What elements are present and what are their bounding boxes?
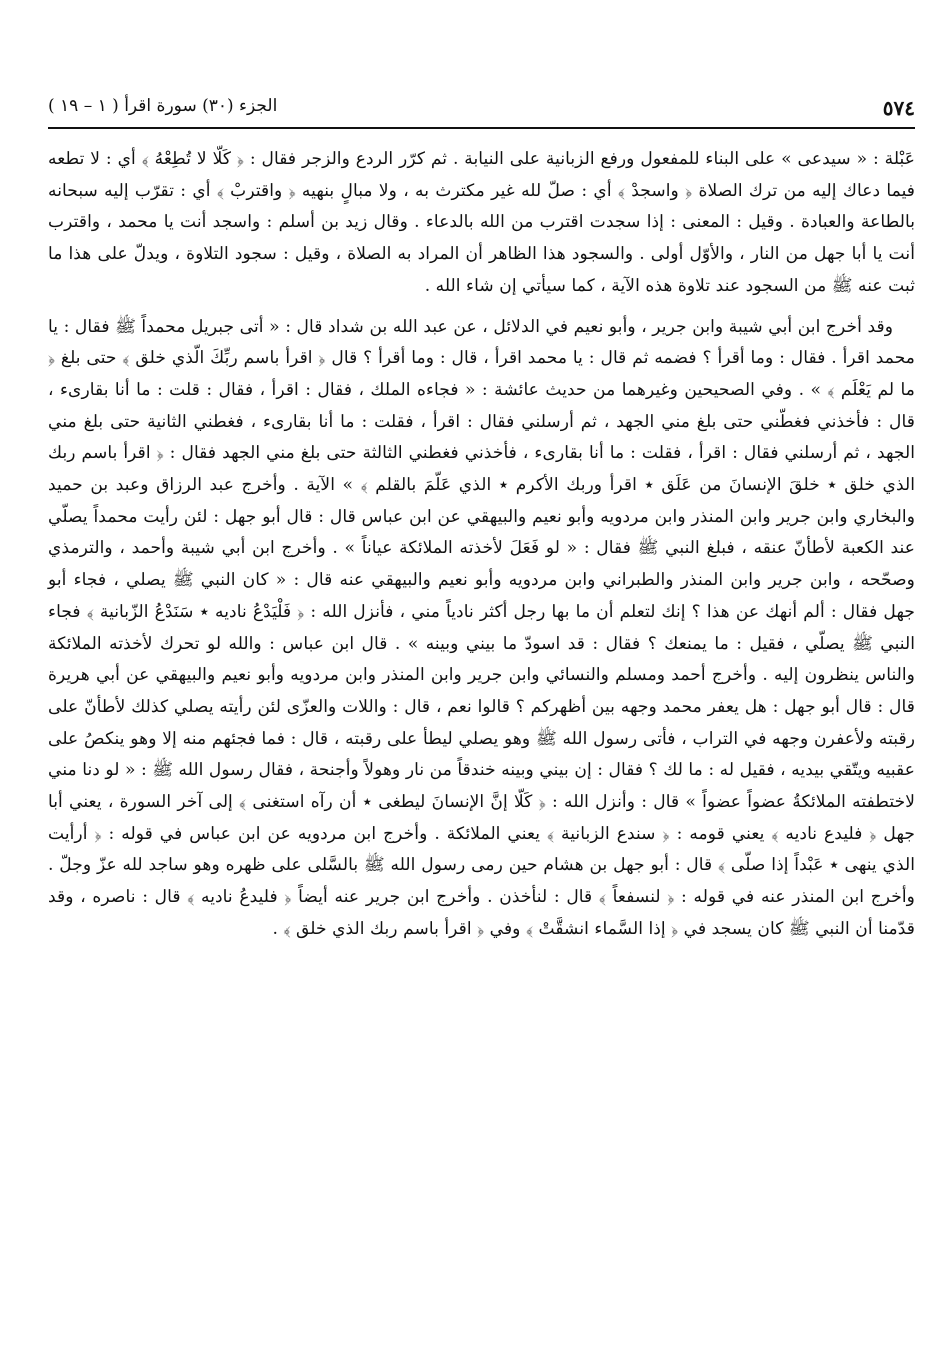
running-title: الجزء (٣٠) سورة اقرأ ( ١ – ١٩ ) [48,96,278,116]
paragraph-1: عَبْلة : « سيدعى » على البناء للمفعول ورفع الزبانية على النيابة . ثم كرّر الردع والزجر فقال : ﴿ كَلّا لا تُطِعْهُ ﴾ أي : لا تطعه فيما دعاك إليه من ترك الصلاة ﴿ واسجدْ ﴾ أي : صلّ لله غير مكترث به ، ولا مبالٍ بنهيه ﴿ واقتربْ ﴾ أي : تقرّب إليه سبحانه بالطاعة والعبادة . وقيل : المعنى : إذا سجدت اقترب من الله بالدعاء . وقال زيد بن أسلم : واسجد أنت يا محمد ، واقترب أنت يا أبا جهل من النار ، والأوّل أولى . والسجود هذا الظاهر أن المراد به الصلاة ، وقيل : سجود التلاوة ، ويدلّ على هذا ما ثبت عنه ﷺ من السجود عند تلاوة هذه الآية ، كما سيأتي إن شاء الله . [48,149,915,296]
page-number: ٥٧٤ [882,96,915,120]
header-divider [48,127,915,129]
page-body [48,144,915,946]
page-header [48,92,915,124]
paragraph-2: وقد أخرج ابن أبي شيبة وابن جرير ، وأبو نعيم في الدلائل ، عن عبد الله بن شداد قال : « أتى جبريل محمداً ﷺ فقال : يا محمد اقرأ . فقال : وما أقرأ ؟ فضمه ثم قال : يا محمد اقرأ ، قال : وما أقرأ ؟ قال ﴿ اقرأ باسم ربِّكَ الّذي خلق ﴾ حتى بلغ ﴿ ما لم يَعْلَم ﴾ » . وفي الصحيحين وغيرهما من حديث عائشة : « فجاءه الملك ، فقال : اقرأ ، فقال : قلت : ما أنا بقارىء ، قال : فأخذني فغطّني حتى بلغ مني الجهد ، ثم أرسلني فقال : اقرأ ، فقلت : ما أنا بقارىء ، فغطني الثانية حتى بلغ مني الجهد ، ثم أرسلني فقال : اقرأ ، فقلت : ما أنا بقارىء ، فأخذني فغطني الثالثة حتى بلغ مني الجهد فقال : ﴿ اقرأ باسم ربك الذي خلق ٭ خلقَ الإنسانَ من عَلَق ٭ اقرأ وربك الأكرم ٭ الذي عَلّمَ بالقلم ﴾ » الآية . وأخرج عبد الرزاق وعبد بن حميد والبخاري وابن جرير وابن المنذر وابن مردويه وأبو نعيم والبيهقي عن ابن عباس قال : قال أبو جهل : لئن رأيت محمداً يصلّي عند الكعبة لأطأنّ عنقه ، فبلغ النبي ﷺ فقال : « لو فَعَلَ لأخذته الملائكة عياناً » . وأخرج ابن أبي شيبة وأحمد ، والترمذي وصحّحه ، وابن جرير وابن المنذر والطبراني وابن مردويه وأبو نعيم والبيهقي عنه قال : « كان النبي ﷺ يصلي ، فجاء أبو جهل فقال : ألم أنهك عن هذا ؟ إنك لتعلم أن ما بها رجل أكثر نادياً مني ، فأنزل الله : ﴿ فَلْيَدْعُ ناديه ٭ سَنَدْعُ الزّبانية ﴾ فجاء النبي ﷺ يصلّي ، فقيل : ما يمنعك ؟ فقال : قد اسودّ ما بيني وبينه » . قال ابن عباس : والله لو تحرك لأخذته الملائكة والناس ينظرون إليه . وأخرج أحمد ومسلم والنسائي وابن جرير وابن المنذر وابن مردويه وأبو نعيم والبيهقي عن أبي هريرة قال : قال أبو جهل : هل يعفر محمد وجهه بين أظهركم ؟ قالوا نعم ، قال : واللات والعزّى لئن رأيته يصلي كذلك لأطأنّ على رقبته ولأعفرن وجهه في التراب ، فأتى رسول الله ﷺ وهو يصلي ليطأ على رقبته ، قال : فما فجئهم منه إلا وهو ينكصُ على عقبيه ويتّقي بيديه ، فقيل له : ما لك ؟ فقال : إن بيني وبينه خندقاً من نار وهولاً وأجنحة ، فقال رسول الله ﷺ : « لو دنا مني لاختطفته الملائكةُ عضواً عضواً » قال : وأنزل الله : ﴿ كَلّا إنَّ الإنسانَ ليطغى ٭ أن رآه استغنى ﴾ إلى آخر السورة ، يعني أبا جهل ﴿ فليدع ناديه ﴾ يعني قومه : ﴿ سندع الزبانية ﴾ يعني الملائكة . وأخرج ابن مردويه عن ابن عباس في قوله : ﴿ أرأيت الذي ينهى ٭ عَبْداً إذا صلّى ﴾ قال : أبو جهل بن هشام حين رمى رسول الله ﷺ بالسَّلى على ظهره وهو ساجد لله عزّ وجلّ . وأخرج ابن المنذر عنه في قوله : ﴿ لنسفعاً ﴾ قال : لنأخذن . وأخرج ابن جرير عنه أيضاً ﴿ فليدعُ ناديه ﴾ قال : ناصره ، وقد قدّمنا أن النبي ﷺ كان يسجد في ﴿ إذا السَّماء انشقَّتْ ﴾ وفي ﴿ اقرأ باسم ربك الذي خلق ﴾ . [48,316,915,939]
